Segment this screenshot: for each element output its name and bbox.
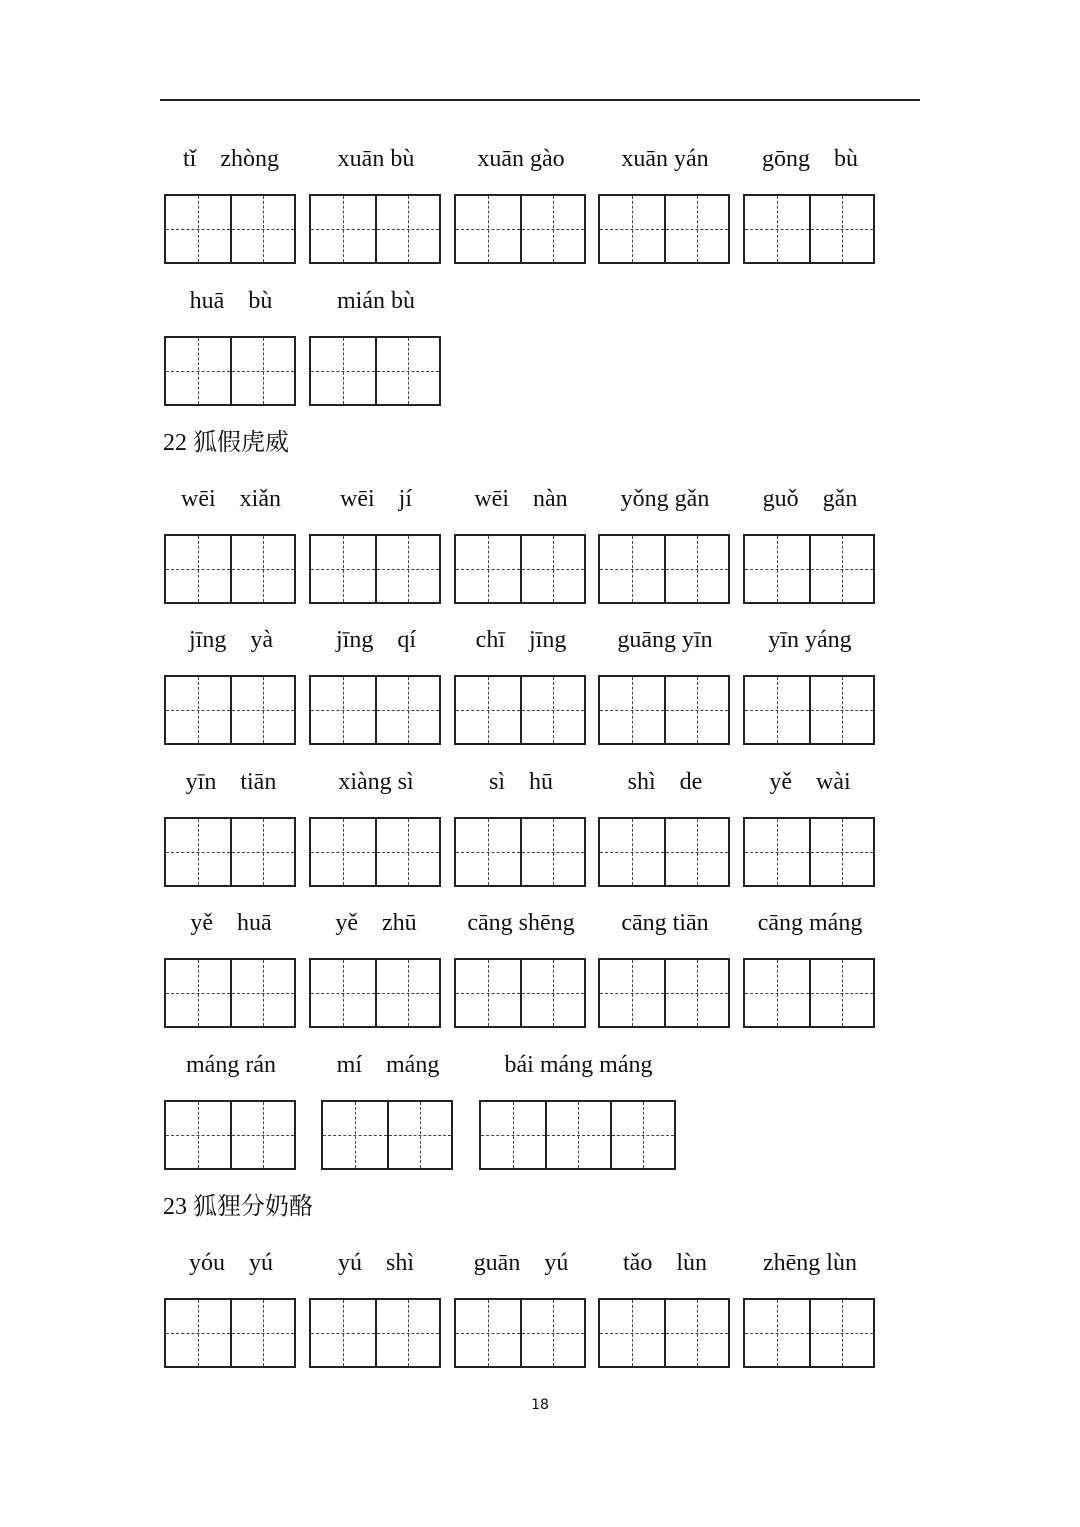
writing-grid[interactable] — [309, 336, 441, 406]
writing-grid[interactable] — [598, 958, 730, 1028]
writing-cell[interactable] — [600, 677, 664, 743]
writing-cell[interactable] — [520, 960, 584, 1026]
writing-cell[interactable] — [600, 819, 664, 885]
writing-cell[interactable] — [545, 1102, 609, 1168]
pinyin-label: xuān bù — [337, 146, 415, 172]
writing-grid[interactable] — [454, 958, 586, 1028]
writing-cell[interactable] — [456, 819, 520, 885]
writing-cell[interactable] — [230, 677, 294, 743]
writing-cell[interactable] — [166, 677, 230, 743]
pinyin-label: zhēng lùn — [763, 1250, 857, 1276]
writing-cell[interactable] — [311, 196, 375, 262]
writing-grid[interactable] — [164, 534, 296, 604]
pinyin-label: yīn tiān — [185, 769, 277, 795]
writing-cell[interactable] — [166, 819, 230, 885]
writing-cell[interactable] — [375, 819, 439, 885]
writing-cell[interactable] — [520, 196, 584, 262]
pinyin-label: xuān yán — [621, 146, 709, 172]
pinyin-label: yě wài — [769, 769, 851, 795]
pinyin-label: yóu yú — [189, 1250, 273, 1276]
writing-grid[interactable] — [598, 194, 730, 264]
pinyin-label: yě huā — [190, 910, 272, 936]
writing-grid[interactable] — [454, 675, 586, 745]
writing-grid[interactable] — [743, 1298, 875, 1368]
writing-cell[interactable] — [323, 1102, 387, 1168]
writing-cell[interactable] — [166, 1300, 230, 1366]
pinyin-label: xuān gào — [477, 146, 565, 172]
writing-cell[interactable] — [166, 1102, 230, 1168]
pinyin-label: guāng yīn — [617, 627, 713, 653]
writing-cell[interactable] — [166, 960, 230, 1026]
writing-cell[interactable] — [456, 1300, 520, 1366]
writing-cell[interactable] — [664, 677, 728, 743]
writing-cell[interactable] — [230, 960, 294, 1026]
pinyin-label: guān yú — [473, 1250, 569, 1276]
pinyin-label: tǎo lùn — [623, 1250, 707, 1276]
writing-grid[interactable] — [743, 817, 875, 887]
writing-cell[interactable] — [664, 536, 728, 602]
writing-grid[interactable] — [309, 958, 441, 1028]
writing-cell[interactable] — [745, 536, 809, 602]
lesson-title: 22 狐假虎威 — [163, 430, 289, 456]
writing-cell[interactable] — [600, 1300, 664, 1366]
lesson-title: 23 狐狸分奶酪 — [163, 1194, 313, 1220]
writing-cell[interactable] — [456, 960, 520, 1026]
writing-grid[interactable] — [743, 194, 875, 264]
writing-grid[interactable] — [164, 336, 296, 406]
writing-cell[interactable] — [375, 536, 439, 602]
writing-cell[interactable] — [745, 960, 809, 1026]
writing-grid[interactable] — [598, 1298, 730, 1368]
writing-cell[interactable] — [311, 819, 375, 885]
writing-grid[interactable] — [598, 817, 730, 887]
pinyin-label: yīn yáng — [768, 627, 852, 653]
writing-grid[interactable] — [164, 1100, 296, 1170]
writing-grid[interactable] — [309, 817, 441, 887]
pinyin-label: huā bù — [189, 288, 273, 314]
pinyin-label: guǒ gǎn — [762, 486, 858, 512]
writing-cell[interactable] — [664, 196, 728, 262]
writing-cell[interactable] — [809, 677, 873, 743]
page-number: 18 — [531, 1397, 549, 1413]
writing-grid[interactable] — [743, 534, 875, 604]
writing-grid[interactable] — [743, 675, 875, 745]
writing-grid[interactable] — [164, 675, 296, 745]
writing-cell[interactable] — [230, 338, 294, 404]
writing-cell[interactable] — [375, 677, 439, 743]
writing-grid[interactable] — [454, 194, 586, 264]
pinyin-label: cāng tiān — [621, 910, 709, 936]
writing-grid[interactable] — [454, 817, 586, 887]
writing-cell[interactable] — [481, 1102, 545, 1168]
pinyin-label: tǐ zhòng — [183, 146, 279, 172]
writing-cell[interactable] — [600, 960, 664, 1026]
writing-cell[interactable] — [809, 960, 873, 1026]
pinyin-label: bái máng máng — [504, 1052, 653, 1078]
writing-grid[interactable] — [309, 194, 441, 264]
writing-grid[interactable] — [743, 958, 875, 1028]
writing-grid[interactable] — [164, 1298, 296, 1368]
writing-cell[interactable] — [230, 536, 294, 602]
writing-cell[interactable] — [311, 960, 375, 1026]
pinyin-label: yě zhū — [335, 910, 417, 936]
header-rule — [160, 99, 920, 101]
pinyin-label: cāng máng — [757, 910, 863, 936]
writing-cell[interactable] — [664, 1300, 728, 1366]
writing-cell[interactable] — [600, 536, 664, 602]
writing-cell[interactable] — [600, 196, 664, 262]
pinyin-label: yǒng gǎn — [620, 486, 710, 512]
writing-cell[interactable] — [520, 677, 584, 743]
pinyin-label: xiàng sì — [338, 769, 414, 795]
writing-grid[interactable] — [454, 534, 586, 604]
pinyin-label: gōng bù — [762, 146, 858, 172]
writing-grid[interactable] — [164, 194, 296, 264]
writing-cell[interactable] — [230, 819, 294, 885]
writing-cell[interactable] — [311, 677, 375, 743]
writing-cell[interactable] — [809, 819, 873, 885]
writing-cell[interactable] — [230, 1300, 294, 1366]
writing-cell[interactable] — [456, 536, 520, 602]
writing-cell[interactable] — [809, 196, 873, 262]
pinyin-label: yú shì — [337, 1250, 414, 1276]
writing-cell[interactable] — [664, 960, 728, 1026]
writing-grid[interactable] — [309, 1298, 441, 1368]
pinyin-label: jīng yà — [189, 627, 273, 653]
pinyin-label: mián bù — [337, 288, 415, 314]
writing-cell[interactable] — [520, 536, 584, 602]
pinyin-label: wēi jí — [340, 486, 412, 512]
pinyin-label: chī jīng — [475, 627, 567, 653]
writing-grid[interactable] — [321, 1100, 453, 1170]
pinyin-label: shì de — [627, 769, 703, 795]
writing-grid[interactable] — [598, 675, 730, 745]
writing-cell[interactable] — [809, 1300, 873, 1366]
writing-cell[interactable] — [456, 196, 520, 262]
writing-cell[interactable] — [311, 536, 375, 602]
writing-grid[interactable] — [164, 958, 296, 1028]
writing-cell[interactable] — [610, 1102, 674, 1168]
writing-cell[interactable] — [375, 960, 439, 1026]
writing-cell[interactable] — [311, 1300, 375, 1366]
writing-cell[interactable] — [230, 1102, 294, 1168]
writing-cell[interactable] — [809, 536, 873, 602]
pinyin-label: sì hū — [488, 769, 553, 795]
writing-cell[interactable] — [456, 677, 520, 743]
writing-cell[interactable] — [745, 1300, 809, 1366]
writing-cell[interactable] — [520, 1300, 584, 1366]
writing-cell[interactable] — [166, 196, 230, 262]
writing-cell[interactable] — [664, 819, 728, 885]
writing-cell[interactable] — [230, 196, 294, 262]
writing-grid[interactable] — [454, 1298, 586, 1368]
writing-grid[interactable] — [598, 534, 730, 604]
writing-cell[interactable] — [311, 338, 375, 404]
pinyin-label: wēi xiǎn — [181, 486, 281, 512]
writing-cell[interactable] — [166, 338, 230, 404]
writing-cell[interactable] — [387, 1102, 451, 1168]
pinyin-label: jīng qí — [335, 627, 416, 653]
writing-cell[interactable] — [745, 196, 809, 262]
writing-cell[interactable] — [745, 677, 809, 743]
writing-grid[interactable] — [309, 534, 441, 604]
writing-cell[interactable] — [375, 1300, 439, 1366]
writing-cell[interactable] — [745, 819, 809, 885]
pinyin-label: máng rán — [186, 1052, 276, 1078]
pinyin-label: cāng shēng — [467, 910, 575, 936]
pinyin-label: mí máng — [336, 1052, 440, 1078]
writing-cell[interactable] — [375, 338, 439, 404]
writing-grid[interactable] — [164, 817, 296, 887]
pinyin-label: wēi nàn — [474, 486, 568, 512]
writing-cell[interactable] — [166, 536, 230, 602]
writing-cell[interactable] — [520, 819, 584, 885]
writing-cell[interactable] — [375, 196, 439, 262]
writing-grid[interactable] — [479, 1100, 676, 1170]
writing-grid[interactable] — [309, 675, 441, 745]
